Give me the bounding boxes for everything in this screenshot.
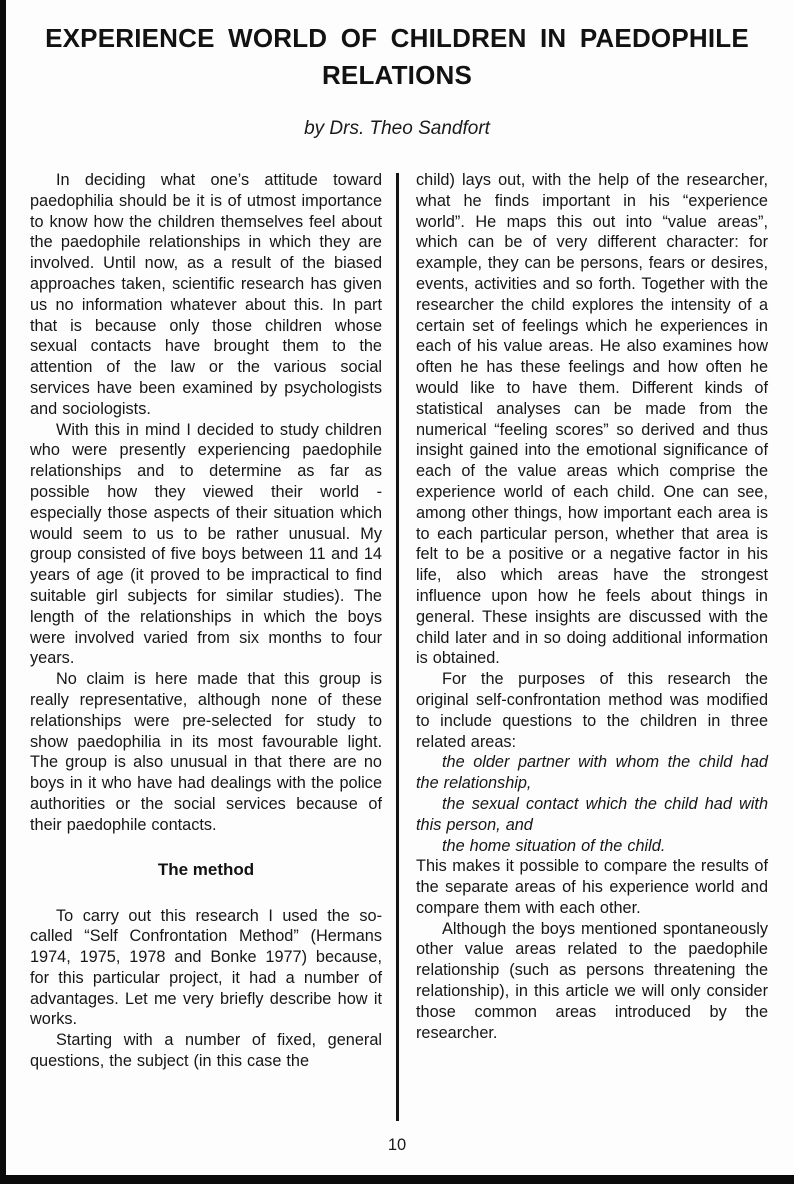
paragraph-scope-note: Although the boys mentioned spontaneously other value areas related to the paedophile relationship (such as persons threatening the relationship), in this article we will only consider those common areas introduced by the researcher. — [416, 919, 768, 1042]
paragraph-method-intro: To carry out this research I used the so-called “Self Confrontation Method” (Hermans 1974, 1975, 1978 and Bonke 1977) because, for this particular project, it had a number of advantages. Let me very briefly describe how it works. — [30, 906, 382, 1029]
scan-edge-left — [0, 0, 6, 1184]
list-item-sexual-contact: the sexual contact which the child had with this person, and — [416, 794, 768, 834]
page-number: 10 — [387, 1136, 407, 1154]
column-divider — [396, 173, 399, 1121]
right-column — [416, 170, 768, 1072]
paragraph-intro: In deciding what one’s attitude toward paedophilia should be it is of utmost importance to know how the children themselves feel about the paedophile relationships in which they are involved. Until now, as a result of the biased approaches taken, scientific research has given us no information whatever about this. In part that is because only those children whose sexual contacts have brought them to the attention of the law or the various social services have been examined by psychologists and sociologists. — [30, 171, 382, 418]
paragraph-representativeness: No claim is here made that this group is really representative, although none of these relationships were pre-selected for study to show paedophilia in its most favourable light. The group is also unusual in that there are no boys in it who have had dealings with the police authorities or the social services because of their paedophile contacts. — [30, 670, 382, 834]
article-body — [30, 170, 768, 1072]
scan-edge-bottom — [0, 1175, 794, 1184]
paragraph-comparison: This makes it possible to compare the results of the separate areas of his experience world and compare them with each other. — [416, 857, 768, 917]
left-column — [30, 170, 382, 1072]
paragraph-modifications: For the purposes of this research the original self-confrontation method was modified to include questions to the children in three related areas: — [416, 670, 768, 751]
section-heading-the-method: The method — [157, 859, 255, 879]
paragraph-method-start: Starting with a number of fixed, general questions, the subject (in this case the — [30, 1031, 382, 1071]
list-item-older-partner: the older partner with whom the child had the relationship, — [416, 753, 768, 793]
paragraph-method-continued: child) lays out, with the help of the researcher, what he finds important in his “experience world”. He maps this out into “value areas”, which can be of very different character: for example, they can be persons, fears or desires, events, activities and so forth. Together with the researcher the child explores the intensity of a certain set of feelings which he experiences in each of his value areas. He also examines how often he has these feelings and how often he would like to have them. Different kinds of statistical analyses can be made from the numerical “feeling scores” so derived and thus insight gained into the emotional significance of each of the value areas which comprise the experience world of each child. One can see, among other things, how important each area is to each particular person, whether that area is felt to be a positive or a negative factor in his life, also which areas have the strongest influence upon how he feels about things in general. These insights are discussed with the child later and in so doing additional information is obtained. — [416, 171, 768, 668]
article-title-line1: EXPERIENCE WORLD OF CHILDREN IN PAEDOPHILE — [45, 23, 749, 53]
article-title-line2: RELATIONS — [321, 60, 473, 90]
paragraph-study-group: With this in mind I decided to study children who were presently experiencing paedophile relationships and to determine as far as possible how they viewed their world - especially those aspects of their situation which would seem to us to be rather unusual. My group consisted of five boys between 11 and 14 years of age (it proved to be impractical to find suitable girl subjects for similar studies). The length of the relationships in which the boys were involved varied from six months to four years. — [30, 420, 382, 668]
list-item-home-situation: the home situation of the child. — [442, 836, 666, 855]
byline: by Drs. Theo Sandfort — [304, 118, 490, 139]
article-title — [0, 0, 794, 94]
